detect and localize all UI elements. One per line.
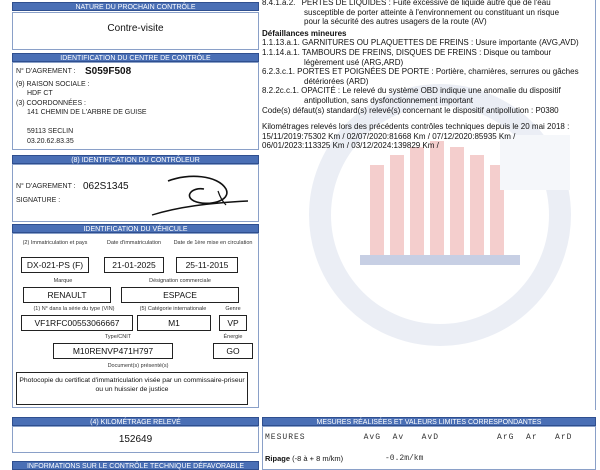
minor-defect-line: Code(s) défaut(s) standard(s) relevé(s) concernant le dispositif antipollution : P0380: [262, 105, 559, 115]
ripage-name: Ripage: [265, 454, 291, 463]
center-raison-label: (9) RAISON SOCIALE :: [16, 81, 90, 88]
cat-value: M1: [137, 315, 211, 331]
date-immat-value: 21-01-2025: [104, 257, 164, 273]
marque-value: RENAULT: [23, 287, 111, 303]
energie-value: GO: [213, 343, 253, 359]
date-first-label: Date de 1ère mise en circulation: [173, 240, 253, 246]
measures-panel: [262, 426, 596, 470]
ripage-label: [265, 454, 343, 463]
controller-panel: [12, 164, 259, 222]
center-address: 141 CHEMIN DE L'ARBRE DE GUISE: [27, 109, 147, 116]
controller-agrement-value: 062S1345: [83, 181, 129, 192]
designation-value: ESPACE: [121, 287, 239, 303]
center-city: 59113 SECLIN: [27, 128, 74, 135]
defect-code: 8.4.1.a.2.: [262, 0, 296, 7]
designation-label: Désignation commerciale: [149, 278, 211, 284]
marque-label: Marque: [53, 278, 73, 284]
signature-image: [148, 171, 253, 219]
km-value: 152649: [118, 434, 153, 445]
controller-agrement-label: N° D'AGREMENT :: [16, 183, 76, 190]
center-raison-value: HDF CT: [27, 90, 53, 97]
minor-defects-header: Défaillances mineures: [262, 28, 347, 38]
minor-defect-line: 6.2.3.c.1. PORTES ET POIGNÉES DE PORTE : Portière, charnières, serrures ou gâches: [262, 67, 579, 77]
defect-line: PERTES DE LIQUIDES : Fuite excessive de liquide autre que de l'eau: [301, 0, 551, 7]
minor-defect-line: légèrement usé (ARG,ARD): [304, 57, 404, 67]
km-history-line: 15/11/2019:75302 Km / 02/07/2020:81668 Km / 07/12/2020:85935 Km /: [262, 131, 516, 141]
defect-line: susceptible de porter atteinte à l'environnement ou constituant un risque: [304, 7, 560, 17]
minor-defect-line: 1.1.13.a.1. GARNITURES OU PLAQUETTES DE FREINS : Usure importante (AVG,AVD): [262, 38, 579, 48]
next-control-header: NATURE DU PROCHAIN CONTRÔLE: [12, 2, 259, 11]
minor-defect-line: 8.2.2c.c.1. OPACITÉ : Le relevé du système OBD indique une anomalie du dispositif: [262, 86, 561, 96]
immat-value: DX-021-PS (F): [21, 257, 89, 273]
controller-signature-label: SIGNATURE :: [16, 197, 61, 204]
date-immat-label: Date d'immatriculation: [106, 240, 162, 246]
center-panel: [12, 62, 259, 150]
minor-defect-line: détériorées (ARD): [304, 76, 369, 86]
km-history-line: 06/01/2023:113325 Km / 03/12/2024:139829 Km /: [262, 141, 439, 151]
ripage-range: (-8 à + 8 m/km): [292, 454, 344, 463]
minor-defect-line: antipollution, sans dysfonctionnement important: [304, 95, 473, 105]
center-agrement-value: S059F508: [85, 66, 132, 77]
measures-header: MESURES RÉALISÉES ET VALEURS LIMITES CORRESPONDANTES: [262, 417, 596, 426]
km-panel: [12, 426, 259, 453]
immat-label: (2) Immatriculation et pays: [22, 240, 88, 246]
vin-value: VF1RFC00553066667: [21, 315, 133, 331]
vehicle-header: IDENTIFICATION DU VÉHICULE: [12, 224, 259, 233]
genre-value: VP: [219, 315, 247, 331]
vehicle-panel: [12, 233, 259, 408]
docs-label: Document(s) présenté(s): [107, 363, 169, 369]
defect-line: pour la sécurité des autres usagers de la route (AV): [304, 17, 487, 27]
vin-label: (1) N° dans la série du type (VIN): [33, 306, 115, 312]
info-header: INFORMATIONS SUR LE CONTRÔLE TECHNIQUE DÉFAVORABLE: [12, 461, 259, 470]
date-first-value: 25-11-2015: [176, 257, 238, 273]
ripage-value: -0.2m/km: [385, 454, 424, 463]
energie-label: Énergie: [223, 334, 243, 340]
next-control-value: Contre-visite: [107, 23, 164, 34]
minor-defect-line: 1.1.14.a.1. TAMBOURS DE FREINS, DISQUES DE FREINS : Disque ou tambour: [262, 47, 552, 57]
center-coord-label: (3) COORDONNÉES :: [16, 100, 87, 107]
km-history-line: Kilométrages relevés lors des précédents contrôles techniques depuis le 20 mai 2018 :: [262, 122, 570, 132]
center-phone: 03.20.62.83.35: [27, 138, 74, 145]
docs-value: Photocopie du certificat d'immatriculation visée par un commissaire-priseur ou un huissier de justice: [16, 372, 248, 405]
center-agrement-label: N° D'AGREMENT :: [16, 68, 76, 75]
km-header: (4) KILOMÉTRAGE RELEVÉ: [12, 417, 259, 426]
next-control-panel: [12, 12, 259, 50]
genre-label: Genre: [225, 306, 241, 312]
cat-label: (5) Catégorie internationale: [139, 306, 207, 312]
right-column-border: [262, 0, 596, 410]
type-value: M10RENVP471H797: [53, 343, 173, 359]
controller-header: (8) IDENTIFICATION DU CONTRÔLEUR: [12, 155, 259, 164]
measures-columns: MESURES AvG Av AvD ArG Ar ArD: [265, 433, 573, 442]
center-header: IDENTIFICATION DU CENTRE DE CONTRÔLE: [12, 53, 259, 62]
type-label: Type/CNIT: [104, 334, 132, 340]
